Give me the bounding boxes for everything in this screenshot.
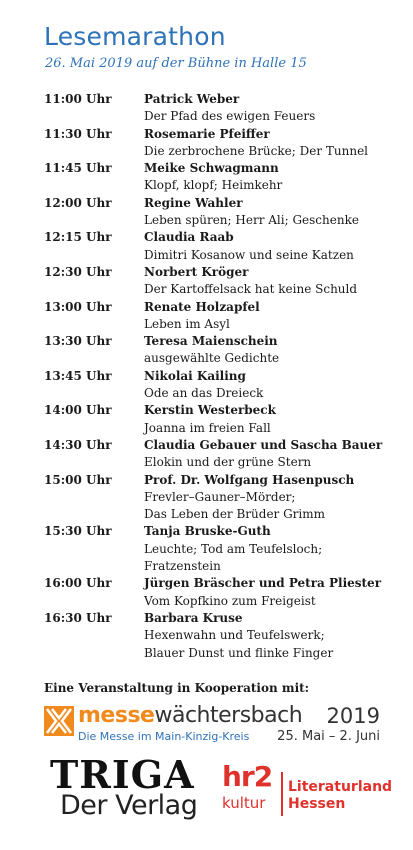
schedule-row xyxy=(44,264,384,299)
schedule-time: 12:30 Uhr xyxy=(44,264,112,279)
author-name: Regine Wahler xyxy=(144,195,243,210)
schedule-row xyxy=(44,368,384,403)
schedule-info xyxy=(144,402,384,437)
author-name: Claudia Raab xyxy=(144,230,234,245)
schedule-row xyxy=(44,437,384,472)
triga-wordmark: TRIGA xyxy=(50,752,195,797)
author-name: Patrick Weber xyxy=(144,92,240,106)
work-title: Vom Kopfkino zum Freigeist xyxy=(144,593,316,608)
work-title: Leben spüren; Herr Ali; Geschenke xyxy=(144,213,359,228)
schedule-time: 16:00 Uhr xyxy=(44,576,112,591)
schedule-time: 14:30 Uhr xyxy=(44,437,112,452)
author-name: Kerstin Westerbeck xyxy=(144,403,276,418)
page-subtitle: 26. Mai 2019 auf der Bühne in Halle 15 xyxy=(45,56,307,71)
schedule-row xyxy=(44,610,384,662)
schedule-row xyxy=(44,126,384,161)
work-title: Der Pfad des ewigen Feuers xyxy=(144,109,316,124)
schedule-row xyxy=(44,91,384,126)
schedule-info xyxy=(144,610,384,662)
schedule-time: 11:00 Uhr xyxy=(44,92,112,106)
schedule-info xyxy=(144,229,384,264)
work-title: Elokin und der grüne Stern xyxy=(144,455,312,470)
schedule-list xyxy=(44,91,384,662)
schedule-info xyxy=(144,575,384,610)
schedule-info xyxy=(144,91,384,126)
work-title: Frevler–Gauner–Mörder; xyxy=(144,489,296,504)
messe-year: 2019 xyxy=(326,704,380,728)
work-title: Dimitri Kosanow und seine Katzen xyxy=(144,247,354,262)
work-title: Hexenwahn und Teufelswerk; xyxy=(144,628,325,643)
schedule-row xyxy=(44,472,384,524)
literaturland-hessen-text: Literaturland Hessen xyxy=(288,779,393,812)
schedule-time: 12:15 Uhr xyxy=(44,230,112,245)
schedule-info xyxy=(144,299,384,334)
schedule-info xyxy=(144,333,384,368)
hr2-kultur-logo xyxy=(222,758,392,818)
work-title: Die zerbrochene Brücke; Der Tunnel xyxy=(144,143,369,158)
schedule-time: 15:30 Uhr xyxy=(44,524,112,539)
hr2-divider xyxy=(281,772,283,816)
messe-logo-icon xyxy=(44,706,74,736)
author-name: Renate Holzapfel xyxy=(144,299,260,314)
schedule-time: 11:30 Uhr xyxy=(44,126,112,141)
schedule-row xyxy=(44,575,384,610)
author-name: Norbert Kröger xyxy=(144,264,249,279)
work-title: Ode an das Dreieck xyxy=(144,386,264,401)
work-title: Blauer Dunst und flinke Finger xyxy=(144,645,334,660)
messe-dates: 25. Mai – 2. Juni xyxy=(277,729,380,744)
work-title: ausgewählte Gedichte xyxy=(144,351,280,366)
schedule-row xyxy=(44,333,384,368)
author-name: Rosemarie Pfeiffer xyxy=(144,126,270,141)
schedule-info xyxy=(144,195,384,230)
schedule-time: 15:00 Uhr xyxy=(44,472,112,487)
schedule-info xyxy=(144,523,384,575)
page-title: Lesemarathon xyxy=(44,22,226,51)
schedule-row xyxy=(44,195,384,230)
cooperation-label: Eine Veranstaltung in Kooperation mit: xyxy=(44,681,310,695)
messe-tagline: Die Messe im Main-Kinzig-Kreis xyxy=(78,730,250,743)
triga-subtitle: Der Verlag xyxy=(60,790,198,821)
triga-verlag-logo xyxy=(50,752,200,832)
work-title: Joanna im freien Fall xyxy=(144,420,271,435)
author-name: Jürgen Bräscher und Petra Pliester xyxy=(144,576,382,591)
schedule-time: 14:00 Uhr xyxy=(44,403,112,418)
work-title: Das Leben der Brüder Grimm xyxy=(144,507,326,522)
schedule-info xyxy=(144,437,384,472)
work-title: Leuchte; Tod am Teufelsloch; xyxy=(144,541,323,556)
author-name: Barbara Kruse xyxy=(144,610,243,625)
schedule-row xyxy=(44,402,384,437)
work-title: Der Kartoffelsack hat keine Schuld xyxy=(144,282,358,297)
author-name: Claudia Gebauer und Sascha Bauer xyxy=(144,437,383,452)
hr2-kultur-text: kultur xyxy=(222,794,266,812)
schedule-info xyxy=(144,160,384,195)
schedule-time: 16:30 Uhr xyxy=(44,610,112,625)
hr2-mark: hr2 xyxy=(222,760,273,793)
schedule-time: 13:30 Uhr xyxy=(44,334,112,349)
schedule-time: 12:00 Uhr xyxy=(44,195,112,210)
messe-waechtersbach-logo xyxy=(44,704,384,746)
author-name: Meike Schwagmann xyxy=(144,161,279,176)
messe-name: messewächtersbach xyxy=(78,703,303,728)
schedule-time: 11:45 Uhr xyxy=(44,161,112,176)
schedule-row xyxy=(44,160,384,195)
schedule-time: 13:45 Uhr xyxy=(44,368,112,383)
work-title: Klopf, klopf; Heimkehr xyxy=(144,178,283,193)
schedule-row xyxy=(44,523,384,575)
schedule-time: 13:00 Uhr xyxy=(44,299,112,314)
work-title: Leben im Asyl xyxy=(144,316,230,331)
author-name: Nikolai Kailing xyxy=(144,368,246,383)
schedule-info xyxy=(144,126,384,161)
author-name: Tanja Bruske-Guth xyxy=(144,524,271,539)
author-name: Teresa Maienschein xyxy=(144,334,278,349)
work-title: Fratzenstein xyxy=(144,559,221,574)
schedule-row xyxy=(44,299,384,334)
schedule-row xyxy=(44,229,384,264)
schedule-info xyxy=(144,264,384,299)
author-name: Prof. Dr. Wolfgang Hasenpusch xyxy=(144,472,355,487)
schedule-info xyxy=(144,472,384,524)
schedule-info xyxy=(144,368,384,403)
